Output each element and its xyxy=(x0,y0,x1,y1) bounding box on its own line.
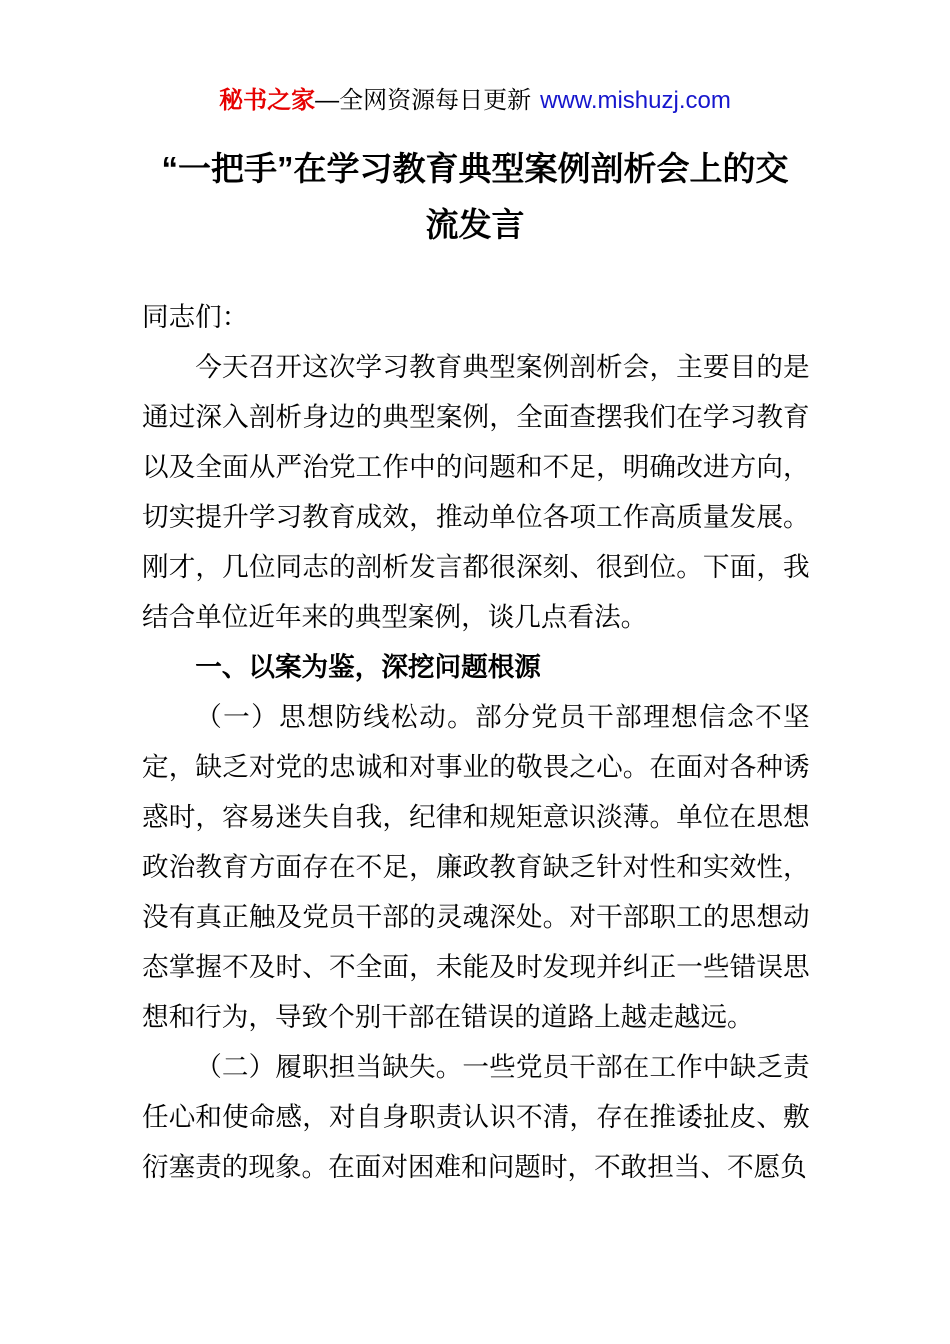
site-brand: 秘书之家 xyxy=(219,87,316,114)
document-title-line-2: 流发言 xyxy=(425,206,525,243)
document-title xyxy=(0,141,950,253)
section-heading-1: 一、以案为鉴，深挖问题根源 xyxy=(195,652,541,682)
site-url-link[interactable]: www.mishuzj.com xyxy=(540,87,731,114)
document-body xyxy=(142,292,810,1192)
subsection-paragraph-1: （一）思想防线松动。部分党员干部理想信念不坚定，缺乏对党的忠诚和对事业的敬畏之心。在面对各种诱惑时，容易迷失自我，纪律和规矩意识淡薄。单位在思想政治教育方面存在不足，廉政教育缺乏针对性和实效性，没有真正触及党员干部的灵魂深处。对干部职工的思想动态掌握不及时、不全面，未能及时发现并纠正一些错误思想和行为，导致个别干部在错误的道路上越走越远。 xyxy=(142,702,810,1032)
subsection-paragraph-2: （二）履职担当缺失。一些党员干部在工作中缺乏责任心和使命感，对自身职责认识不清，存在推诿扯皮、敷衍塞责的现象。在面对困难和问题时，不敢担当、不愿负 xyxy=(142,1052,810,1182)
intro-paragraph: 今天召开这次学习教育典型案例剖析会，主要目的是通过深入剖析身边的典型案例，全面查摆我们在学习教育以及全面从严治党工作中的问题和不足，明确改进方向，切实提升学习教育成效，推动单位各项工作高质量发展。刚才，几位同志的剖析发言都很深刻、很到位。下面，我结合单位近年来的典型案例，谈几点看法。 xyxy=(142,352,810,632)
salutation: 同志们： xyxy=(142,302,249,332)
site-header xyxy=(0,84,950,118)
header-tagline: —全网资源每日更新 xyxy=(315,87,532,114)
document-title-line-1: “一把手”在学习教育典型案例剖析会上的交 xyxy=(161,150,789,187)
